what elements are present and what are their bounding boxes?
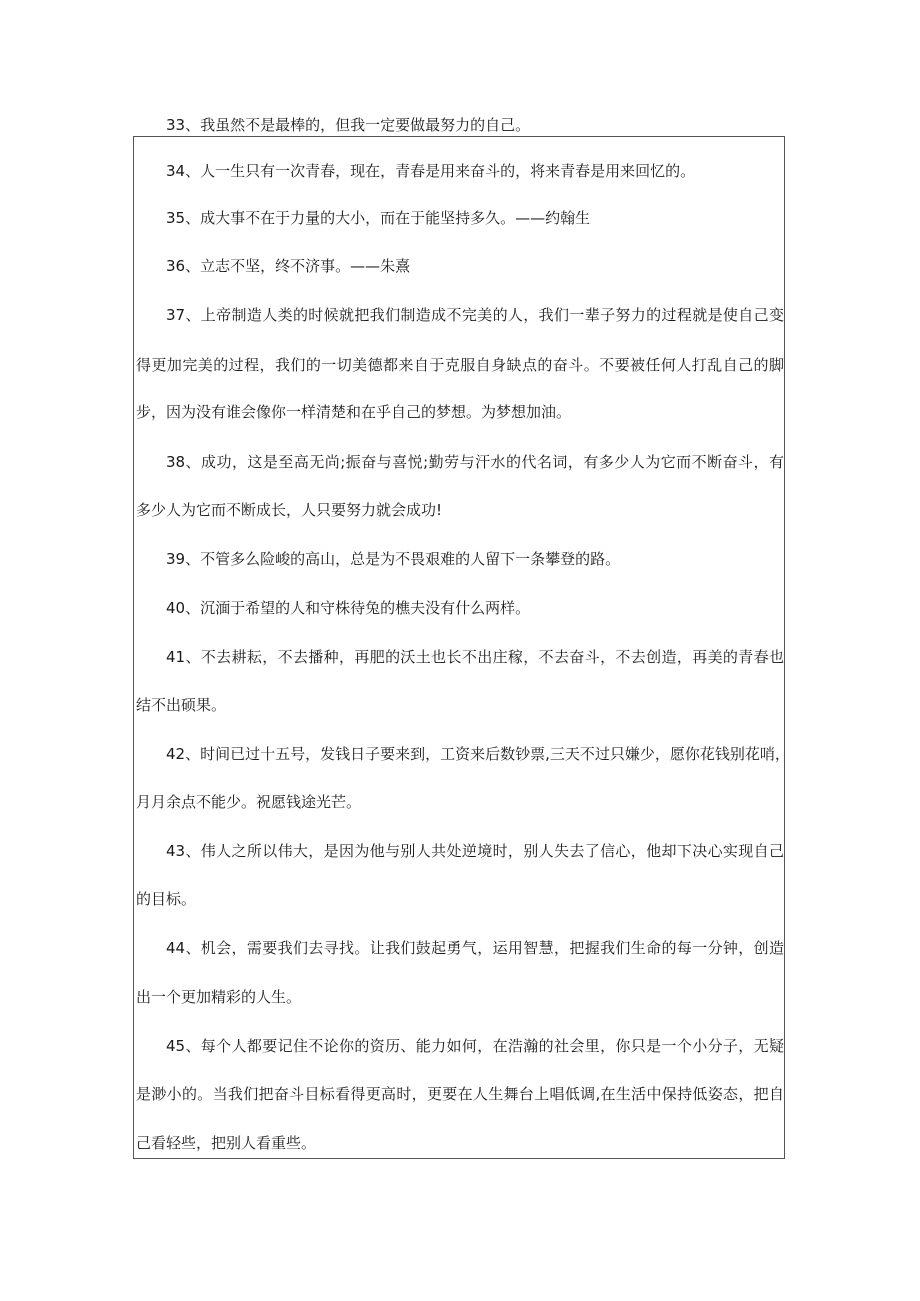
text-line: 43、伟人之所以伟大，是因为他与别人共处逆境时，别人失去了信心，他却下决心实现自己	[166, 842, 784, 860]
text-line: 40、沉湎于希望的人和守株待兔的樵夫没有什么两样。	[166, 599, 531, 617]
text-line: 33、我虽然不是最棒的，但我一定要做最努力的自己。	[166, 116, 531, 134]
text-line: 38、成功，这是至高无尚;振奋与喜悦;勤劳与汗水的代名词，有多少人为它而不断奋斗，有	[166, 453, 784, 471]
text-line: 45、每个人都要记住不论你的资历、能力如何，在浩瀚的社会里，你只是一个小分子，无疑	[166, 1037, 784, 1055]
text-line: 出一个更加精彩的人生。	[136, 988, 302, 1006]
text-line: 36、立志不坚，终不济事。——朱熹	[166, 257, 411, 275]
text-line: 42、时间已过十五号，发钱日子要来到，工资来后数钞票,三天不过只嫌少，愿你花钱别花哨，	[166, 745, 790, 763]
text-line: 39、不管多么险峻的高山，总是为不畏艰难的人留下一条攀登的路。	[166, 550, 621, 568]
text-line: 己看轻些，把别人看重些。	[136, 1134, 317, 1152]
text-line: 37、上帝制造人类的时候就把我们制造成不完美的人，我们一辈子努力的过程就是使自己变	[166, 306, 784, 324]
text-line: 步，因为没有谁会像你一样清楚和在乎自己的梦想。为梦想加油。	[136, 403, 572, 421]
text-line: 41、不去耕耘，不去播种，再肥的沃土也长不出庄稼，不去奋斗，不去创造，再美的青春也	[166, 648, 784, 666]
text-line: 34、人一生只有一次青春，现在，青春是用来奋斗的，将来青春是用来回忆的。	[166, 162, 696, 180]
text-line: 得更加完美的过程，我们的一切美德都来自于克服自身缺点的奋斗。不要被任何人打乱自己的脚	[136, 356, 784, 374]
text-line: 月月余点不能少。祝愿钱途光芒。	[136, 793, 362, 811]
text-line: 是渺小的。当我们把奋斗目标看得更高时，更要在人生舞台上唱低调,在生活中保持低姿态，把自	[136, 1085, 784, 1103]
text-line: 35、成大事不在于力量的大小，而在于能坚持多久。——约翰生	[166, 209, 591, 227]
text-line: 多少人为它而不断成长，人只要努力就会成功!	[136, 501, 443, 519]
text-line: 结不出硕果。	[136, 696, 227, 714]
text-line: 的目标。	[136, 890, 197, 908]
text-line: 44、机会，需要我们去寻找。让我们鼓起勇气，运用智慧，把握我们生命的每一分钟，创造	[166, 939, 784, 957]
